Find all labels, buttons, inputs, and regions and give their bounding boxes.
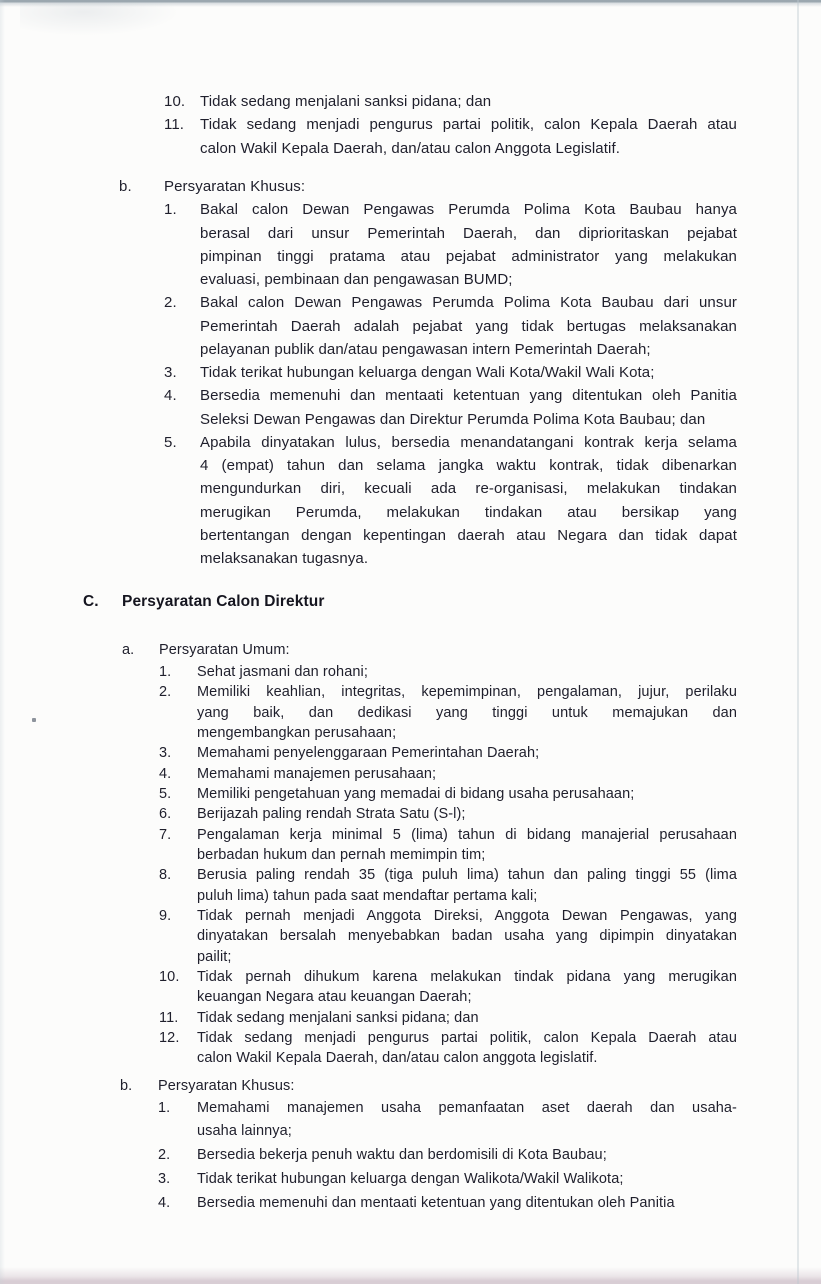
text-line: Tidak sedang menjalani sanksi pidana; dan: [200, 93, 492, 110]
text-line: Bersedia bekerja penuh waktu dan berdomisili di Kota Baubau;: [197, 1146, 607, 1163]
text-line: merugikan Perumda, melakukan tindakan atau bersikap yang: [200, 503, 737, 521]
list-item: [159, 906, 737, 967]
list-item: [164, 431, 737, 571]
list-item: [159, 825, 737, 866]
item-number: 2.: [158, 1146, 171, 1163]
text-line: Tidak pernah dihukum karena melakukan tindak pidana yang merugikan: [197, 969, 737, 986]
text-line: Bakal calon Dewan Pengawas Perumda Polima Kota Baubau hanya: [200, 201, 737, 219]
numbered-list: [159, 662, 737, 1069]
text-line: mengundurkan diri, kecuali ada re-organisasi, melakukan tindakan: [200, 480, 737, 498]
list-item: [158, 1144, 737, 1166]
subsection-letter: b.: [120, 1078, 133, 1094]
list-item: [159, 804, 737, 824]
item-number: 1.: [158, 1100, 171, 1117]
item-text: [197, 662, 737, 682]
text-line: Memiliki keahlian, integritas, kepemimpinan, pengalaman, jujur, perilaku: [197, 684, 737, 701]
item-number: 2.: [164, 294, 177, 312]
text-line: Tidak sedang menjadi pengurus partai politik, calon Kepala Daerah atau: [200, 116, 737, 134]
list-item: [158, 1168, 737, 1190]
subsection-title: Persyaratan Khusus:: [164, 178, 306, 195]
item-number: 4.: [158, 1195, 171, 1212]
text-line: Memahami manajemen usaha pemanfaatan aset daerah dan usaha-: [197, 1100, 737, 1117]
text-line: bertentangan dengan kepentingan daerah atau Negara dan tidak dapat: [200, 526, 737, 544]
list-item: [159, 865, 737, 906]
text-line: berasal dari unsur Pemerintah Daerah, dan diprioritaskan pejabat: [200, 224, 737, 242]
item-number: 6.: [159, 806, 172, 823]
subsection-title: Persyaratan Umum:: [159, 642, 290, 658]
text-line: evaluasi, pembinaan dan pengawasan BUMD;: [200, 271, 513, 288]
subsection-heading: [122, 640, 737, 660]
text-line: Tidak sedang menjadi pengurus partai politik, calon Kepala Daerah atau: [197, 1030, 737, 1047]
text-line: usaha lainnya;: [197, 1122, 292, 1139]
item-number: 7.: [159, 826, 172, 843]
text-line: Tidak pernah menjadi Anggota Direksi, Anggota Dewan Pengawas, yang: [197, 908, 737, 925]
item-text: [197, 682, 737, 743]
subsection-letter: a.: [122, 642, 135, 658]
text-line: Bersedia memenuhi dan mentaati ketentuan yang ditentukan oleh Panitia: [200, 387, 737, 405]
item-text: [197, 1008, 737, 1028]
scan-speck: [32, 718, 36, 722]
item-number: 3.: [159, 745, 172, 762]
item-number: 10.: [164, 93, 186, 110]
item-number: 4.: [164, 387, 177, 405]
item-number: 11.: [159, 1009, 179, 1026]
subsection-heading: [120, 1075, 737, 1097]
item-text: [197, 1192, 737, 1214]
item-text: [200, 90, 737, 113]
item-number: 3.: [158, 1171, 171, 1188]
item-text: [197, 764, 737, 784]
text-line: Bakal calon Dewan Pengawas Perumda Polima Kota Baubau dari unsur: [200, 294, 737, 312]
text-line: Apabila dinyatakan lulus, bersedia menandatangani kontrak kerja selama: [200, 433, 737, 451]
item-text: [197, 967, 737, 1008]
text-line: Bersedia memenuhi dan mentaati ketentuan yang ditentukan oleh Panitia: [197, 1195, 675, 1212]
text-line: pimpinan tinggi pratama atau pejabat administrator yang melakukan: [200, 247, 737, 265]
list-item: [164, 198, 737, 291]
item-text: [197, 825, 737, 866]
scan-left-edge-shade: [0, 0, 5, 1284]
item-text: [197, 804, 737, 824]
subsection-heading: [119, 175, 737, 198]
text-line: pailit;: [197, 948, 232, 965]
text-line: puluh lima) tahun pada saat mendaftar pertama kali;: [197, 887, 538, 904]
text-line: yang baik, dan dedikasi yang tinggi untuk memajukan dan: [197, 704, 737, 721]
text-line: berbadan hukum dan pernah memimpin tim;: [197, 847, 486, 864]
list-item: [159, 764, 737, 784]
text-line: Berusia paling rendah 35 (tiga puluh lima) tahun dan paling tinggi 55 (lima: [197, 867, 737, 884]
text-line: pelayanan publik dan/atau pengawasan intern Pemerintah Daerah;: [200, 340, 651, 358]
item-text: [200, 361, 737, 384]
text-line: Pemerintah Daerah adalah pejabat yang tidak bertugas melaksanakan: [200, 317, 737, 335]
text-line: mengembangkan perusahaan;: [197, 724, 397, 741]
list-item: [159, 662, 737, 682]
item-text: [200, 198, 737, 291]
text-line: Sehat jasmani dan rohani;: [197, 663, 368, 680]
item-number: 10.: [159, 969, 180, 986]
list-item: [164, 113, 737, 160]
subsection-direktur-khusus: [120, 1075, 737, 1217]
list-item: [159, 784, 737, 804]
text-line: Seleksi Dewan Pengawas dan Direktur Perumda Polima Kota Baubau; dan: [200, 410, 706, 428]
item-text: [200, 431, 737, 571]
text-line: Tidak terikat hubungan keluarga dengan Wali Kota/Wakil Wali Kota;: [200, 364, 655, 381]
item-text: [200, 113, 737, 160]
numbered-list: [164, 198, 737, 570]
text-line: Tidak sedang menjalani sanksi pidana; dan: [197, 1009, 479, 1026]
text-line: keuangan Negara atau keuangan Daerah;: [197, 989, 472, 1006]
text-line: Pengalaman kerja minimal 5 (lima) tahun di bidang manajerial perusahaan: [197, 826, 737, 843]
list-item: [164, 291, 737, 361]
text-line: Tidak terikat hubungan keluarga dengan Walikota/Wakil Walikota;: [197, 1171, 624, 1188]
list-item: [159, 1028, 737, 1069]
item-text: [200, 291, 737, 361]
item-number: 5.: [159, 786, 172, 802]
scan-bottom-edge-shadow: [0, 1267, 821, 1284]
item-text: [197, 1144, 737, 1166]
text-line: Memahami manajemen perusahaan;: [197, 765, 437, 782]
subsection-title: Persyaratan Khusus:: [158, 1078, 295, 1094]
item-number: 2.: [159, 684, 172, 701]
subsection-pengawas-khusus: [119, 175, 737, 570]
item-text: [197, 865, 737, 906]
list-item: [158, 1192, 737, 1214]
text-line: Berijazah paling rendah Strata Satu (S-l);: [197, 806, 466, 823]
list-continuation: [164, 90, 737, 160]
list-item: [159, 682, 737, 743]
item-number: 11.: [164, 116, 185, 134]
scan-smudge: [20, 2, 180, 36]
item-text: [197, 784, 737, 804]
item-text: [197, 1028, 737, 1069]
item-number: 1.: [159, 663, 172, 680]
section-letter: C.: [83, 593, 99, 610]
text-line: 4 (empat) tahun dan selama jangka waktu kontrak, tidak dibenarkan: [200, 457, 737, 474]
item-number: 4.: [159, 765, 172, 782]
section-title: Persyaratan Calon Direktur: [122, 593, 325, 610]
item-text: [197, 1168, 737, 1190]
item-number: 5.: [164, 433, 177, 451]
section-c-heading: [83, 590, 733, 614]
scan-right-edge-line: [797, 0, 799, 1284]
text-line: dinyatakan bersalah menyebabkan badan usaha yang dipimpin dinyatakan: [197, 928, 737, 945]
text-line: Memahami penyelenggaraan Pemerintahan Daerah;: [197, 745, 540, 762]
item-text: [197, 1097, 737, 1142]
item-number: 8.: [159, 867, 172, 884]
text-line: calon Wakil Kepala Daerah, dan/atau calon anggota legislatif.: [197, 1050, 598, 1067]
list-item: [159, 743, 737, 763]
list-item: [164, 384, 737, 431]
item-number: 12.: [159, 1030, 180, 1047]
item-text: [197, 743, 737, 763]
subsection-letter: b.: [119, 178, 132, 195]
subsection-direktur-umum: [122, 640, 737, 1069]
text-line: Memiliki pengetahuan yang memadai di bidang usaha perusahaan;: [197, 786, 635, 802]
list-item: [164, 90, 737, 113]
item-number: 9.: [159, 908, 172, 925]
item-text: [197, 906, 737, 967]
item-text: [200, 384, 737, 431]
list-item: [158, 1097, 737, 1142]
list-item: [159, 967, 737, 1008]
numbered-list: [158, 1097, 737, 1214]
item-number: 1.: [164, 201, 177, 219]
text-line: melaksanakan tugasnya.: [200, 550, 369, 567]
text-line: calon Wakil Kepala Daerah, dan/atau calon Anggota Legislatif.: [200, 139, 620, 157]
item-number: 3.: [164, 364, 177, 381]
list-item: [159, 1008, 737, 1028]
list-item: [164, 361, 737, 384]
